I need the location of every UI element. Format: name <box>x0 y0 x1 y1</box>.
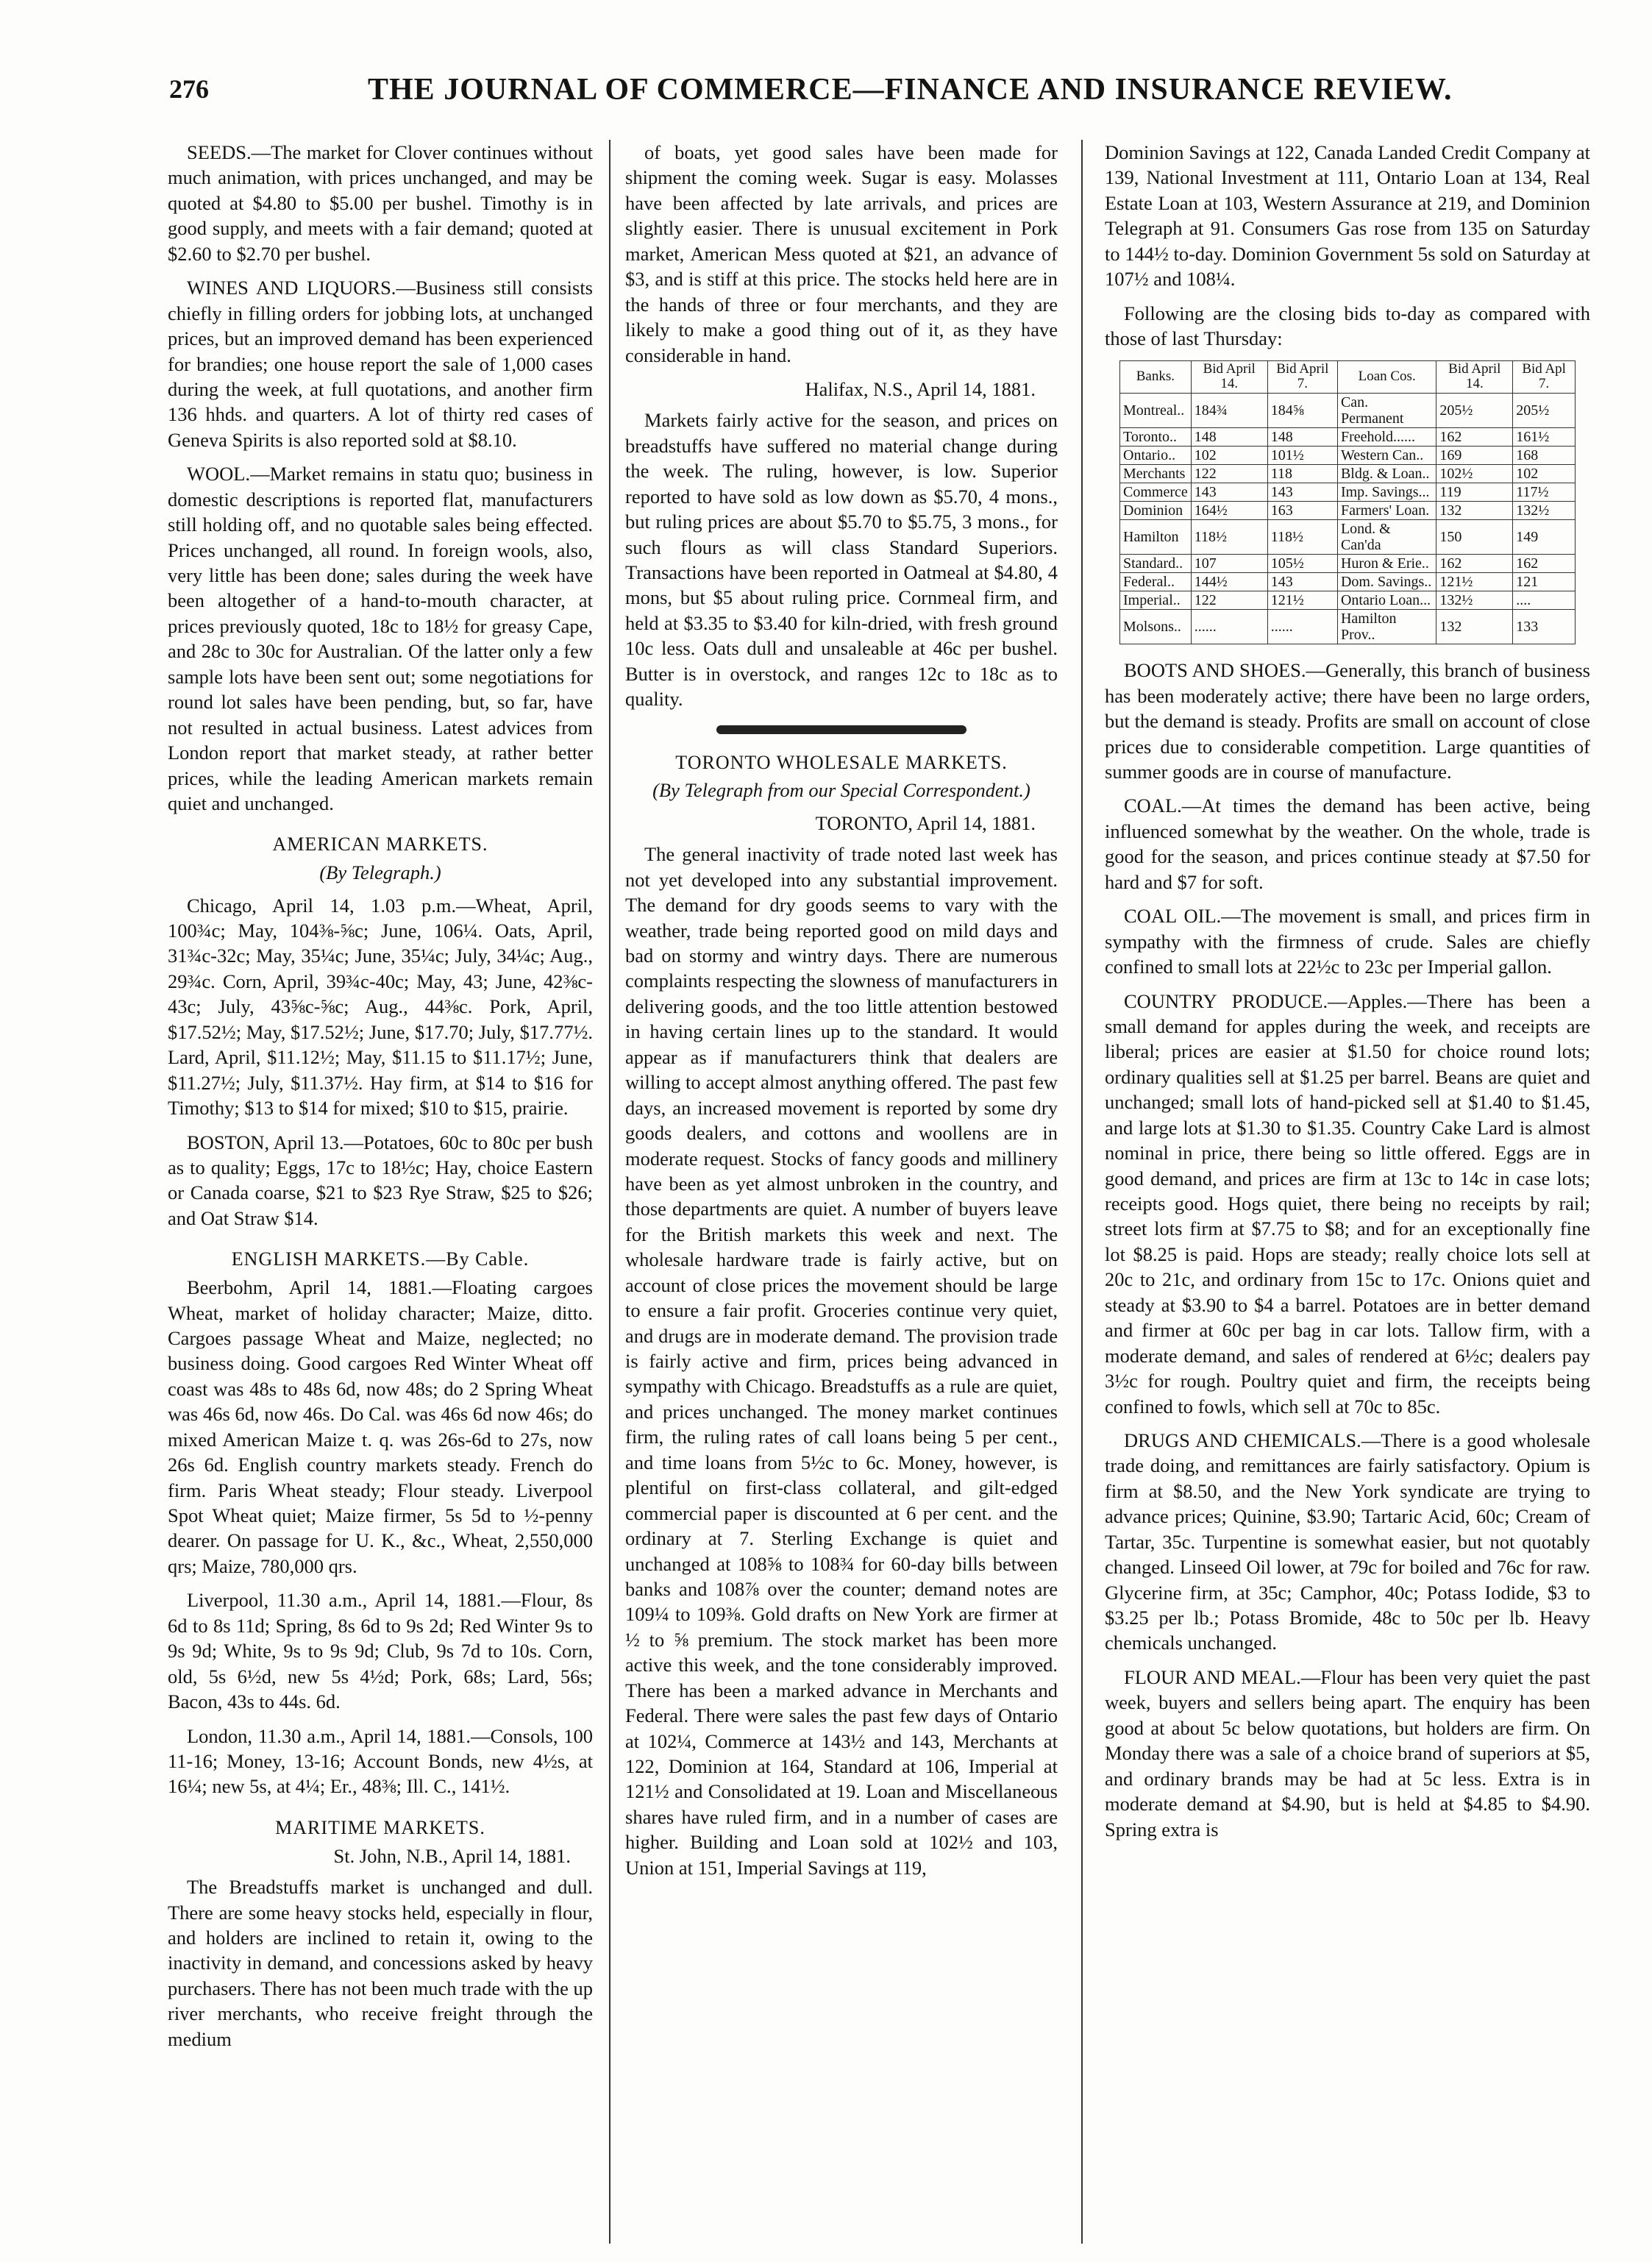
column-rule-1 <box>609 140 610 2244</box>
running-title: THE JOURNAL OF COMMERCE—FINANCE AND INSURANCE REVIEW. <box>368 73 1453 107</box>
table-cell: Standard.. <box>1120 555 1192 573</box>
table-row <box>1120 483 1576 502</box>
table-cell: 122 <box>1191 465 1267 483</box>
table-header-cell: Loan Cos. <box>1337 360 1436 394</box>
table-cell: 162 <box>1436 555 1513 573</box>
table-cell: 143 <box>1267 573 1337 591</box>
table-cell: Can. Permanent <box>1337 394 1436 428</box>
table-cell: 102½ <box>1436 465 1513 483</box>
boston-paragraph: BOSTON, April 13.—Potatoes, 60c to 80c per bush as to quality; Eggs, 17c to 18½c; Hay, choice Eastern or Canada coarse, $21 to $23 Rye Straw, $25 to $26; and Oat Straw $14. <box>168 1131 593 1229</box>
chicago-paragraph: Chicago, April 14, 1.03 p.m.—Wheat, April, 100¾c; May, 104⅜-⅝c; June, 106¼. Oats, April, 31¾c-32c; May, 35¼c; June, 35¼c; July, 34¼c; Aug., 29¾c. Corn, April, 39¾c-40c; May, 43; June, 42⅜c-43c; July, 43⅝c-⅝c; Aug., 44⅜c. Pork, April, $17.52½; May, $17.52½; June, $17.70; July, $17.77½. Lard, April, $11.12½; May, $11.15 to $11.17½; June, $11.27½; July, $11.37½. Hay firm, at $14 to $16 for Timothy; $13 to $14 for mixed; $10 to $15, prairie. <box>168 894 593 1120</box>
table-header-row <box>1120 360 1576 394</box>
table-cell: 161½ <box>1513 428 1576 447</box>
table-cell: 102 <box>1191 447 1267 465</box>
table-cell: 168 <box>1513 447 1576 465</box>
table-cell: 143 <box>1191 483 1267 502</box>
beerbohm-paragraph: Beerbohm, April 14, 1881.—Floating cargoes Wheat, market of holiday character; Maize, ditto. Cargoes passage Wheat and Maize, neglected; no business doing. Good cargoes Red Winter Wheat off coast was 48s to 48s 6d, now 48s; do 2 Spring Wheat was 46s 6d, now 46s. Do Cal. was 46s 6d now 46s; do mixed American Maize t. q. was 26s-6d to 27s, now 26s 6d. English country markets steady. French do firm. Paris Wheat steady; Flour steady. Liverpool Spot Wheat quiet; Maize firmer, 5s 5d to ½-penny dearer. On passage for U. K., &c., Wheat, 2,550,000 qrs; Maize, 780,000 qrs. <box>168 1276 593 1577</box>
table-cell: 133 <box>1513 610 1576 644</box>
page-header <box>169 74 1478 125</box>
maritime-paragraph: The Breadstuffs market is unchanged and dull. There are some heavy stocks held, especially in flour, and holders are inclined to retain it, owing to the inactivity in demand, and concessions asked by heavy purchasers. There has not been much trade with the up river merchants, who receive freight through the medium <box>168 1876 593 2050</box>
table-cell: ...... <box>1191 610 1267 644</box>
american-markets-heading: AMERICAN MARKETS. <box>272 833 488 856</box>
table-cell: 184⅝ <box>1267 394 1337 428</box>
table-header-cell: Bid April 7. <box>1267 360 1337 394</box>
table-cell: Lond. & Can'da <box>1337 520 1436 555</box>
table-cell: 162 <box>1436 428 1513 447</box>
wines-paragraph: WINES AND LIQUORS.—Business still consists chiefly in filling orders for jobbing lots, at unchanged prices, but an improved demand has been experienced for brandies; one house report the sale of 1,000 cases during the week, at full quotations, and another firm 136 hhds. and quarters. A lot of thirty red cases of Geneva Spirits is also reported sold at $8.10. <box>168 277 593 451</box>
boats-paragraph: of boats, yet good sales have been made for shipment the coming week. Sugar is easy. Molasses have been affected by late arrivals, and prices are slightly easier. There is unusual excitement in Pork market, American Mess quoted at $21, an advance of $3, and is stiff at this price. The stocks held here are in the hands of three or four merchants, and they are likely to make a good thing out of it, as they have considerable in hand. <box>625 141 1058 366</box>
toronto-markets-subheading: (By Telegraph from our Special Correspondent.) <box>652 779 1030 802</box>
table-row <box>1120 502 1576 520</box>
table-cell: Merchants <box>1120 465 1192 483</box>
table-cell: ...... <box>1267 610 1337 644</box>
table-cell: 122 <box>1191 591 1267 610</box>
column-3 <box>1105 140 1590 2244</box>
column-1 <box>168 140 593 2244</box>
maritime-markets-heading: MARITIME MARKETS. <box>275 1816 485 1838</box>
table-cell: 117½ <box>1513 483 1576 502</box>
table-cell: Farmers' Loan. <box>1337 502 1436 520</box>
table-cell: 162 <box>1513 555 1576 573</box>
table-cell: 121½ <box>1267 591 1337 610</box>
table-cell: Ontario.. <box>1120 447 1192 465</box>
table-header-cell: Bid April 14. <box>1436 360 1513 394</box>
halifax-paragraph: Markets fairly active for the season, and prices on breadstuffs have suffered no material change during the week. The ruling, however, is low. Superior reported to have sold as low down as $5.70, 4 mons., but ruling prices are about $5.70 to $5.75, 3 mons., for such flours as will class Standard Superiors. Transactions have been reported in Oatmeal at $4.80, 4 mons, but $5 about ruling price. Cornmeal firm, and held at $3.35 to $3.40 for kiln-dried, with fresh ground 10c less. Oats dull and unsaleable at 46c per bushel. Butter is in overstock, and ranges 12c to 18c as to quality. <box>625 409 1058 711</box>
country-produce-paragraph: COUNTRY PRODUCE.—Apples.—There has been a small demand for apples during the week, and receipts are liberal; prices are easier at $1.50 for choice round lots; ordinary qualities sell at $1.25 per barrel. Beans are quiet and unchanged; small lots of hand-picked sell at $1.40 to $1.45, and large lots at $1.30 to $1.35. Country Cake Lard is almost nominal in price, there being so little offered. Eggs are in good demand, and prices are firm at 13c to 14c in case lots; receipts good. Hogs quiet, there being no receipts by rail; street lots firm at $7.75 to $8; and for an exceptionally fine lot $8.25 is paid. Hops are steady; really choice lots sell at 20c to 21c, and ordinary from 15c to 17c. Onions quiet and steady at $3.90 to $4 a barrel. Potatoes are in better demand and firmer at 60c per bag in car lots. Tallow firm, with a moderate demand, and sales of rendered at 6½c; dealers pay 3½c for rough. Poultry quiet and firm, the receipts being confined to fowls, which sell at 70c to 85c. <box>1105 989 1590 1418</box>
table-cell: 132½ <box>1436 591 1513 610</box>
following-paragraph: Following are the closing bids to-day as compared with those of last Thursday: <box>1105 302 1590 350</box>
table-cell: 102 <box>1513 465 1576 483</box>
table-row <box>1120 591 1576 610</box>
closing-bids-table <box>1119 360 1576 645</box>
table-cell: 169 <box>1436 447 1513 465</box>
table-row <box>1120 573 1576 591</box>
table-row <box>1120 465 1576 483</box>
table-header-cell: Bid Apl 7. <box>1513 360 1576 394</box>
table-cell: Ontario Loan... <box>1337 591 1436 610</box>
table-cell: 119 <box>1436 483 1513 502</box>
wool-paragraph: WOOL.—Market remains in statu quo; business in domestic descriptions is reported flat, manufacturers still holding off, and no quotable sales being effected. Prices unchanged, all round. In foreign wools, also, very little has been done; sales during the week have been altogether of a hand-to-mouth character, at prices previously quoted, 18c to 18½ for greasy Cape, and 28c to 30c for Australian. Of the latter only a few sample lots have been sent out; some negotiations for round lot sales have been pending, but, so far, have not resulted in actual business. Latest advices from London report that market steady, at rather better prices, while the leading American markets remain quiet and unchanged. <box>168 463 593 814</box>
table-cell: Hamilton <box>1120 520 1192 555</box>
table-cell: 105½ <box>1267 555 1337 573</box>
column-2 <box>625 140 1058 2244</box>
table-cell: Federal.. <box>1120 573 1192 591</box>
table-row <box>1120 447 1576 465</box>
table-cell: Huron & Erie.. <box>1337 555 1436 573</box>
page-number: 276 <box>169 74 209 104</box>
table-header-cell: Bid April 14. <box>1191 360 1267 394</box>
table-cell: .... <box>1513 591 1576 610</box>
table-cell: 148 <box>1191 428 1267 447</box>
table-row <box>1120 394 1576 428</box>
table-cell: Toronto.. <box>1120 428 1192 447</box>
halifax-dateline: Halifax, N.S., April 14, 1881. <box>805 377 1036 400</box>
table-cell: 143 <box>1267 483 1337 502</box>
table-cell: 164½ <box>1191 502 1267 520</box>
toronto-markets-heading: TORONTO WHOLESALE MARKETS. <box>675 751 1008 773</box>
table-cell: 184¾ <box>1191 394 1267 428</box>
maritime-dateline: St. John, N.B., April 14, 1881. <box>333 1844 571 1867</box>
table-cell: 121½ <box>1436 573 1513 591</box>
table-cell: 132 <box>1436 502 1513 520</box>
london-paragraph: London, 11.30 a.m., April 14, 1881.—Consols, 100 11-16; Money, 13-16; Account Bonds, new 4½s, at 16¼; new 5s, at 4¼; Er., 48⅜; Ill. C., 141½. <box>168 1724 593 1798</box>
liverpool-paragraph: Liverpool, 11.30 a.m., April 14, 1881.—Flour, 8s 6d to 8s 11d; Spring, 8s 6d to 9s 2d; Red Winter 9s to 9s 9d; White, 9s to 9s 9d; Club, 9s 7d to 10s. Corn, old, 5s 6½d, new 5s 4½d; Pork, 68s; Lard, 56s; Bacon, 43s to 44s. 6d. <box>168 1589 593 1713</box>
table-cell: 205½ <box>1513 394 1576 428</box>
table-cell: Molsons.. <box>1120 610 1192 644</box>
table-cell: 101½ <box>1267 447 1337 465</box>
table-row <box>1120 428 1576 447</box>
table-cell: 118½ <box>1191 520 1267 555</box>
table-row <box>1120 520 1576 555</box>
table-cell: 148 <box>1267 428 1337 447</box>
american-markets-subheading: (By Telegraph.) <box>319 861 441 884</box>
toronto-paragraph: The general inactivity of trade noted last week has not yet developed into any substantial improvement. The demand for dry goods seems to vary with the weather, trade being reported good on mild days and bad on stormy and wintry days. There are numerous complaints respecting the slowness of manufacturers in delivering goods, and the too little attention bestowed in having certain lines up to the standard. It would appear as if manufacturers think that dealers are willing to accept almost anything offered. The past few days, an increased movement is reported by some dry goods dealers, and cottons and woollens are in moderate request. Stocks of fancy goods and millinery have been as yet almost unbroken in the country, and those departments are quiet. A number of buyers leave for the British markets this week and next. The wholesale hardware trade is fairly active, but on account of close prices the movement should be large to ensure a fair profit. Groceries continue very quiet, and drugs are in moderate demand. The provision trade is fairly active and firm, prices being advanced in sympathy with Chicago. Breadstuffs as a rule are quiet, and prices unchanged. The money market continues firm, the ruling rates of call loans being 5 per cent., and time loans from 5½c to 6c. Money, however, is plentiful on first-class collateral, and gilt-edged commercial paper is discounted at 6 per cent. and the ordinary at 7. Sterling Exchange is quiet and unchanged at 108⅝ to 108¾ for 60-day bills between banks and 108⅞ over the counter; demand notes are 109¼ to 109⅜. Gold drafts on New York are firmer at ½ to ⅝ premium. The stock market has been more active this week, and the tone considerably improved. There has been a marked advance in Merchants and Federal. There were sales the past few days of Ontario at 102¼, Commerce at 143½ and 143, Merchants at 122, Dominion at 164, Standard at 106, Imperial at 121½ and Consolidated at 19. Loan and Miscellaneous shares have ruled firm, and in a number of cases are higher. Building and Loan sold at 102½ and 103, Union at 151, Imperial Savings at 119, <box>625 843 1058 1879</box>
table-cell: 163 <box>1267 502 1337 520</box>
table-cell: Imperial.. <box>1120 591 1192 610</box>
table-cell: Hamilton Prov.. <box>1337 610 1436 644</box>
table-cell: 107 <box>1191 555 1267 573</box>
table-cell: 144½ <box>1191 573 1267 591</box>
table-cell: Imp. Savings... <box>1337 483 1436 502</box>
table-cell: 118 <box>1267 465 1337 483</box>
table-cell: 132½ <box>1513 502 1576 520</box>
table-row <box>1120 555 1576 573</box>
seeds-paragraph: SEEDS.—The market for Clover continues without much animation, with prices unchanged, and may be quoted at $4.80 to $5.00 per bushel. Timothy is in good supply, and meets with a fair demand; quoted at $2.60 to $2.70 per bushel. <box>168 141 593 265</box>
flour-paragraph: FLOUR AND MEAL.—Flour has been very quiet the past week, buyers and sellers being apart. The enquiry has been good at about 5c below quotations, but holders are firm. On Monday there was a sale of a choice brand of superiors at $5, and ordinary brands may be had at 5c less. Extra is in moderate demand at $4.90, but is held at $4.85 to $4.90. Spring extra is <box>1105 1665 1590 1840</box>
table-cell: 132 <box>1436 610 1513 644</box>
coal-oil-paragraph: COAL OIL.—The movement is small, and prices firm in sympathy with the firmness of crude. Sales are chiefly confined to small lots at 22½c to 23c per Imperial gallon. <box>1105 905 1590 978</box>
table-cell: 149 <box>1513 520 1576 555</box>
toronto-dateline: TORONTO, April 14, 1881. <box>815 811 1036 834</box>
table-row <box>1120 610 1576 644</box>
boots-paragraph: BOOTS AND SHOES.—Generally, this branch of business has been moderately active; there have been no large orders, but the demand is steady. Profits are small on account of close prices due to considerable competition. Large quantities of summer goods are in course of manufacture. <box>1105 659 1590 783</box>
table-cell: 150 <box>1436 520 1513 555</box>
table-cell: Montreal.. <box>1120 394 1192 428</box>
table-cell: Freehold...... <box>1337 428 1436 447</box>
table-cell: 121 <box>1513 573 1576 591</box>
table-cell: Bldg. & Loan.. <box>1337 465 1436 483</box>
table-cell: 118½ <box>1267 520 1337 555</box>
table-cell: 205½ <box>1436 394 1513 428</box>
section-ornament <box>716 725 966 734</box>
table-cell: Dom. Savings.. <box>1337 573 1436 591</box>
table-cell: Western Can.. <box>1337 447 1436 465</box>
dominion-paragraph: Dominion Savings at 122, Canada Landed Credit Company at 139, National Investment at 111, Ontario Loan at 134, Real Estate Loan at 103, Western Assurance at 219, and Dominion Telegraph at 91. Consumers Gas rose from 135 on Saturday to 144½ to-day. Dominion Government 5s sold on Saturday at 107½ and 108¼. <box>1105 141 1590 291</box>
drugs-paragraph: DRUGS AND CHEMICALS.—There is a good wholesale trade doing, and remittances are fairly satisfactory. Opium is firm at $8.50, and the New York syndicate are trying to advance prices; Quinine, $3.90; Tartaric Acid, 60c; Cream of Tartar, 35c. Turpentine is somewhat easier, but not quotably changed. Linseed Oil lower, at 79c for boiled and 76c for raw. Glycerine firm, at 35c; Camphor, 40c; Potass Iodide, $3 to $3.25 per lb.; Potass Bromide, 48c to 50c per lb. Heavy chemicals unchanged. <box>1105 1429 1590 1654</box>
table-cell: Dominion <box>1120 502 1192 520</box>
column-rule-2 <box>1081 140 1083 2244</box>
table-cell: Commerce <box>1120 483 1192 502</box>
coal-paragraph: COAL.—At times the demand has been active, being influenced somewhat by the weather. On the whole, trade is good for the season, and prices continue steady at $7.50 for hard and $7 for soft. <box>1105 794 1590 893</box>
table-header-cell: Banks. <box>1120 360 1192 394</box>
table-body <box>1120 394 1576 644</box>
english-markets-heading: ENGLISH MARKETS.—By Cable. <box>231 1248 530 1270</box>
